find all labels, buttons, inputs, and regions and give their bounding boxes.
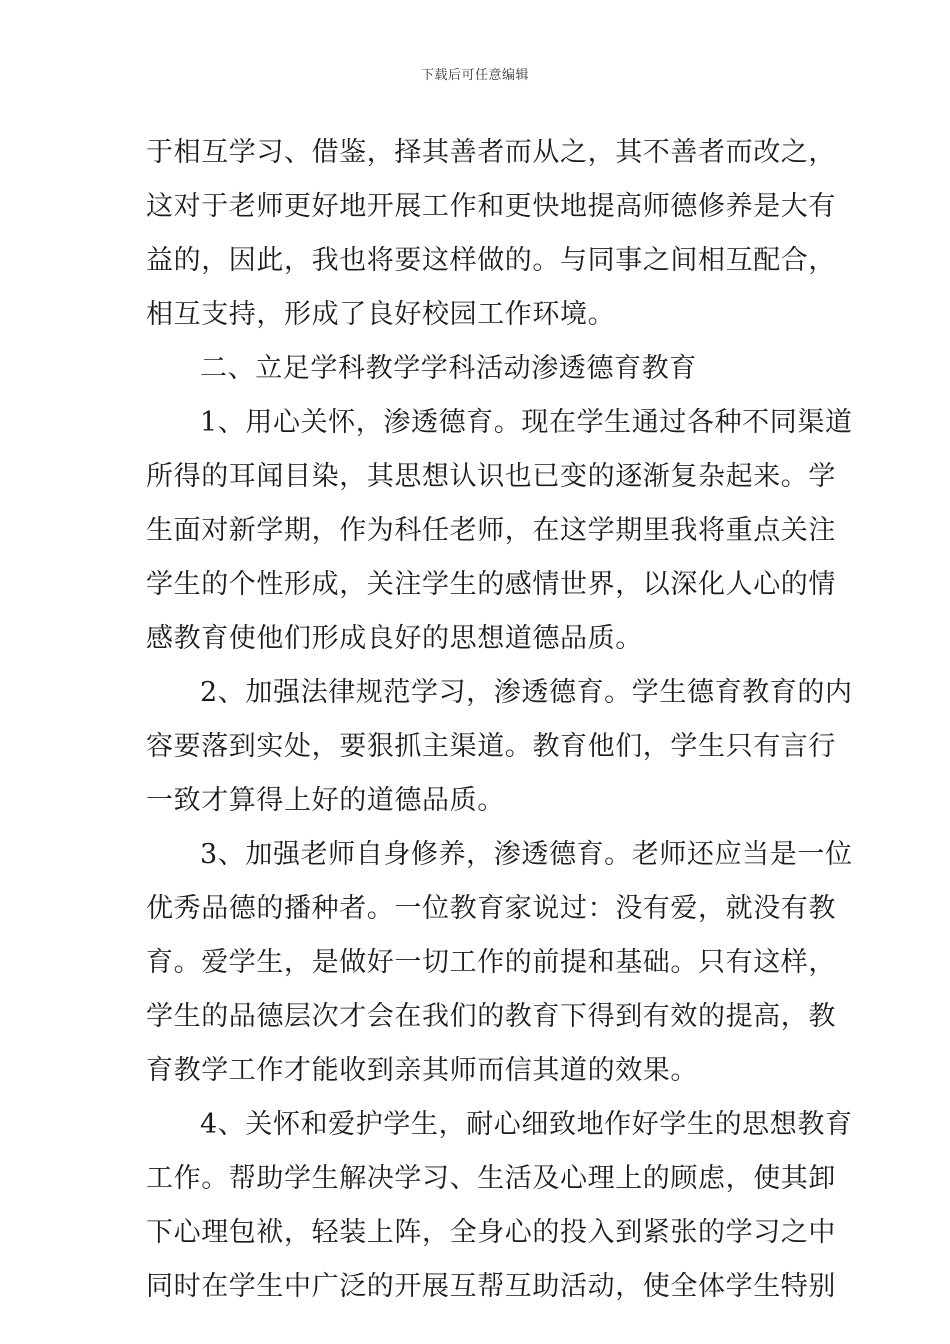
- text-line: 相互支持，形成了良好校园工作环境。: [146, 299, 616, 330]
- text-line: 育。爱学生，是做好一切工作的前提和基础。只有这样，: [146, 947, 836, 978]
- text-line: 这对于老师更好地开展工作和更快地提高师德修养是大有: [146, 191, 836, 222]
- text-line: 二、立足学科教学学科活动渗透德育教育: [200, 353, 697, 384]
- text-line: 工作。帮助学生解决学习、生活及心理上的顾虑，使其卸: [146, 1163, 836, 1194]
- text-line: 于相互学习、借鉴，择其善者而从之，其不善者而改之，: [146, 137, 836, 168]
- page-header-note: 下载后可任意编辑: [420, 68, 529, 83]
- text-line: 感教育使他们形成良好的思想道德品质。: [146, 623, 643, 654]
- text-line: 学生的品德层次才会在我们的教育下得到有效的提高，教: [146, 1001, 836, 1032]
- text-line: 2、加强法律规范学习，渗透德育。学生德育教育的内: [200, 677, 853, 708]
- document-body: [146, 126, 853, 1314]
- text-line: 育教学工作才能收到亲其师而信其道的效果。: [146, 1055, 698, 1086]
- text-line: 下心理包袱，轻装上阵，全身心的投入到紧张的学习之中: [146, 1217, 836, 1248]
- text-line: 4、关怀和爱护学生，耐心细致地作好学生的思想教育: [200, 1109, 853, 1140]
- text-line: 优秀品德的播种者。一位教育家说过：没有爱，就没有教: [146, 893, 836, 924]
- text-line: 3、加强老师自身修养，渗透德育。老师还应当是一位: [200, 839, 853, 870]
- text-line: 1、用心关怀，渗透德育。现在学生通过各种不同渠道: [200, 407, 853, 438]
- text-line: 一致才算得上好的道德品质。: [146, 785, 505, 816]
- text-line: 同时在学生中广泛的开展互帮互助活动，使全体学生特别: [146, 1271, 836, 1302]
- text-line: 益的，因此，我也将要这样做的。与同事之间相互配合，: [146, 245, 836, 276]
- text-line: 生面对新学期，作为科任老师，在这学期里我将重点关注: [146, 515, 836, 546]
- text-line: 学生的个性形成，关注学生的感情世界，以深化人心的情: [146, 569, 836, 600]
- text-line: 容要落到实处，要狠抓主渠道。教育他们，学生只有言行: [146, 731, 836, 762]
- text-line: 所得的耳闻目染，其思想认识也已变的逐渐复杂起来。学: [146, 461, 836, 492]
